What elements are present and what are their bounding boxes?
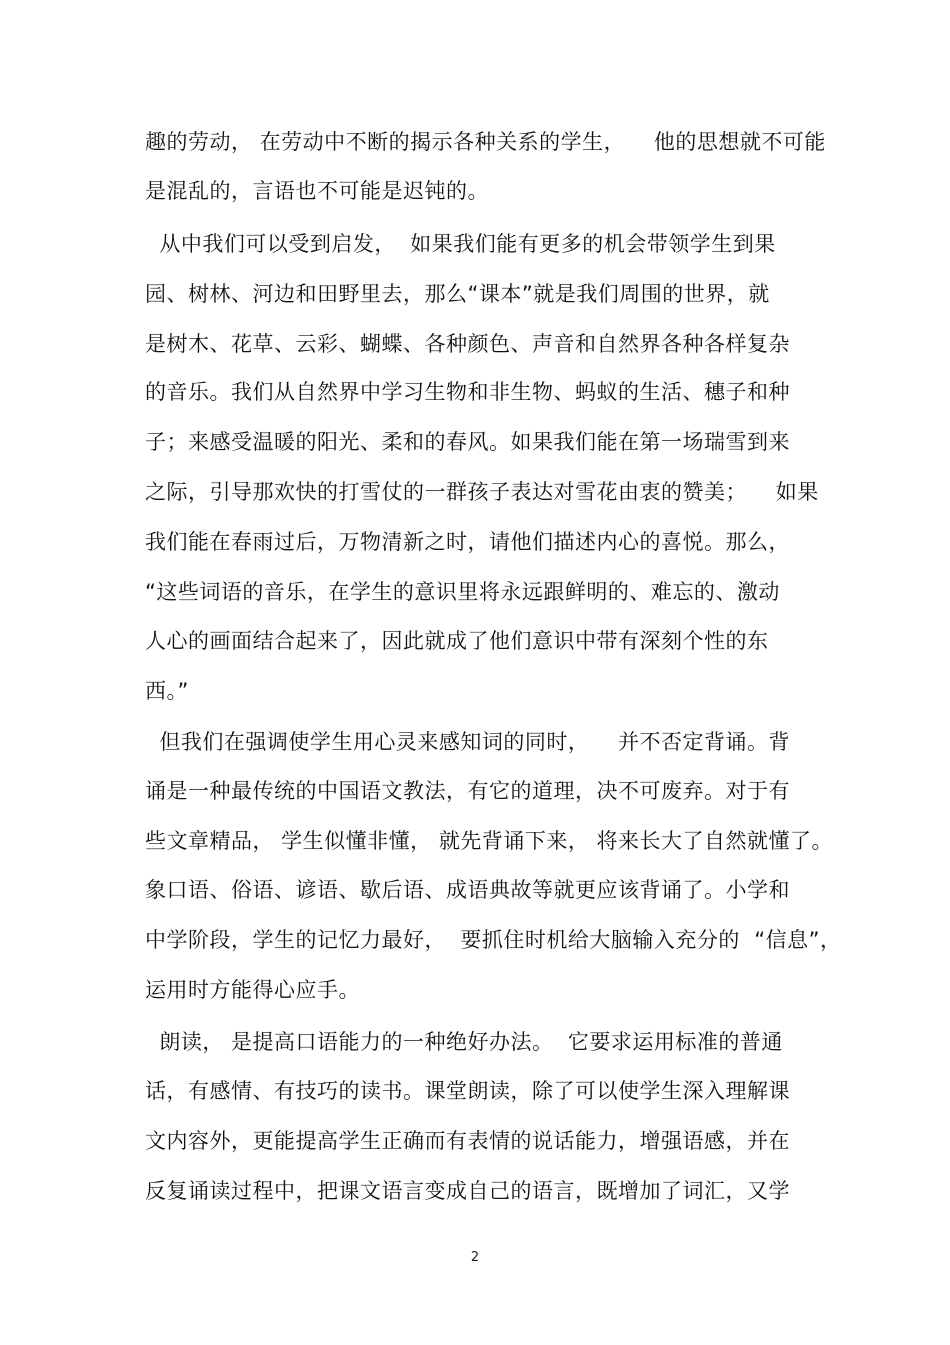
- page-number: 2: [470, 1250, 480, 1265]
- text-line: 从中我们可以受到启发， 如果我们能有更多的机会带领学生到果: [145, 232, 776, 256]
- text-line: 但我们在强调使学生用心灵来感知词的同时， 并不否定背诵。背: [145, 730, 791, 754]
- text-line: 些文章精品， 学生似懂非懂， 就先背诵下来， 将来长大了自然就懂了。: [145, 829, 834, 853]
- text-line: 人心的画面结合起来了，因此就成了他们意识中带有深刻个性的东: [145, 629, 769, 653]
- text-line: 反复诵读过程中，把课文语言变成自己的语言，既增加了词汇，又学: [145, 1179, 790, 1203]
- text-line: 是树木、花草、云彩、蝴蝶、各种颜色、声音和自然界各种各样复杂: [145, 332, 790, 356]
- text-line: 是混乱的，言语也不可能是迟钝的。: [145, 179, 489, 203]
- text-line: 的音乐。我们从自然界中学习生物和非生物、蚂蚁的生活、穗子和种: [145, 380, 790, 404]
- text-line: 子；来感受温暖的阳光、柔和的春风。如果我们能在第一场瑞雪到来: [145, 430, 790, 454]
- text-line: 话，有感情、有技巧的读书。课堂朗读，除了可以使学生深入理解课: [145, 1079, 790, 1103]
- text-line: 园、树林、河边和田野里去，那么“课本”就是我们周围的世界，就: [145, 282, 770, 306]
- text-line: 文内容外，更能提高学生正确而有表情的说话能力，增强语感，并在: [145, 1129, 790, 1153]
- text-line: 朗读， 是提高口语能力的一种绝好办法。 它要求运用标准的普通: [145, 1030, 783, 1054]
- text-line: 西。”: [145, 679, 189, 703]
- text-line: 我们能在春雨过后，万物清新之时，请他们描述内心的喜悦。那么，: [145, 530, 790, 554]
- text-line: 诵是一种最传统的中国语文教法，有它的道理，决不可废弃。对于有: [145, 779, 790, 803]
- text-line: 之际，引导那欢快的打雪仗的一群孩子表达对雪花由衷的赞美； 如果: [145, 480, 819, 504]
- text-line: “这些词语的音乐，在学生的意识里将永远跟鲜明的、难忘的、激动: [145, 580, 780, 604]
- text-line: 象口语、俗语、谚语、歇后语、成语典故等就更应该背诵了。小学和: [145, 878, 790, 902]
- text-line: 中学阶段，学生的记忆力最好， 要抓住时机给大脑输入充分的 “信息”，: [145, 928, 842, 952]
- text-line: 运用时方能得心应手。: [145, 978, 360, 1002]
- text-line: 趣的劳动， 在劳动中不断的揭示各种关系的学生， 他的思想就不可能: [145, 130, 826, 154]
